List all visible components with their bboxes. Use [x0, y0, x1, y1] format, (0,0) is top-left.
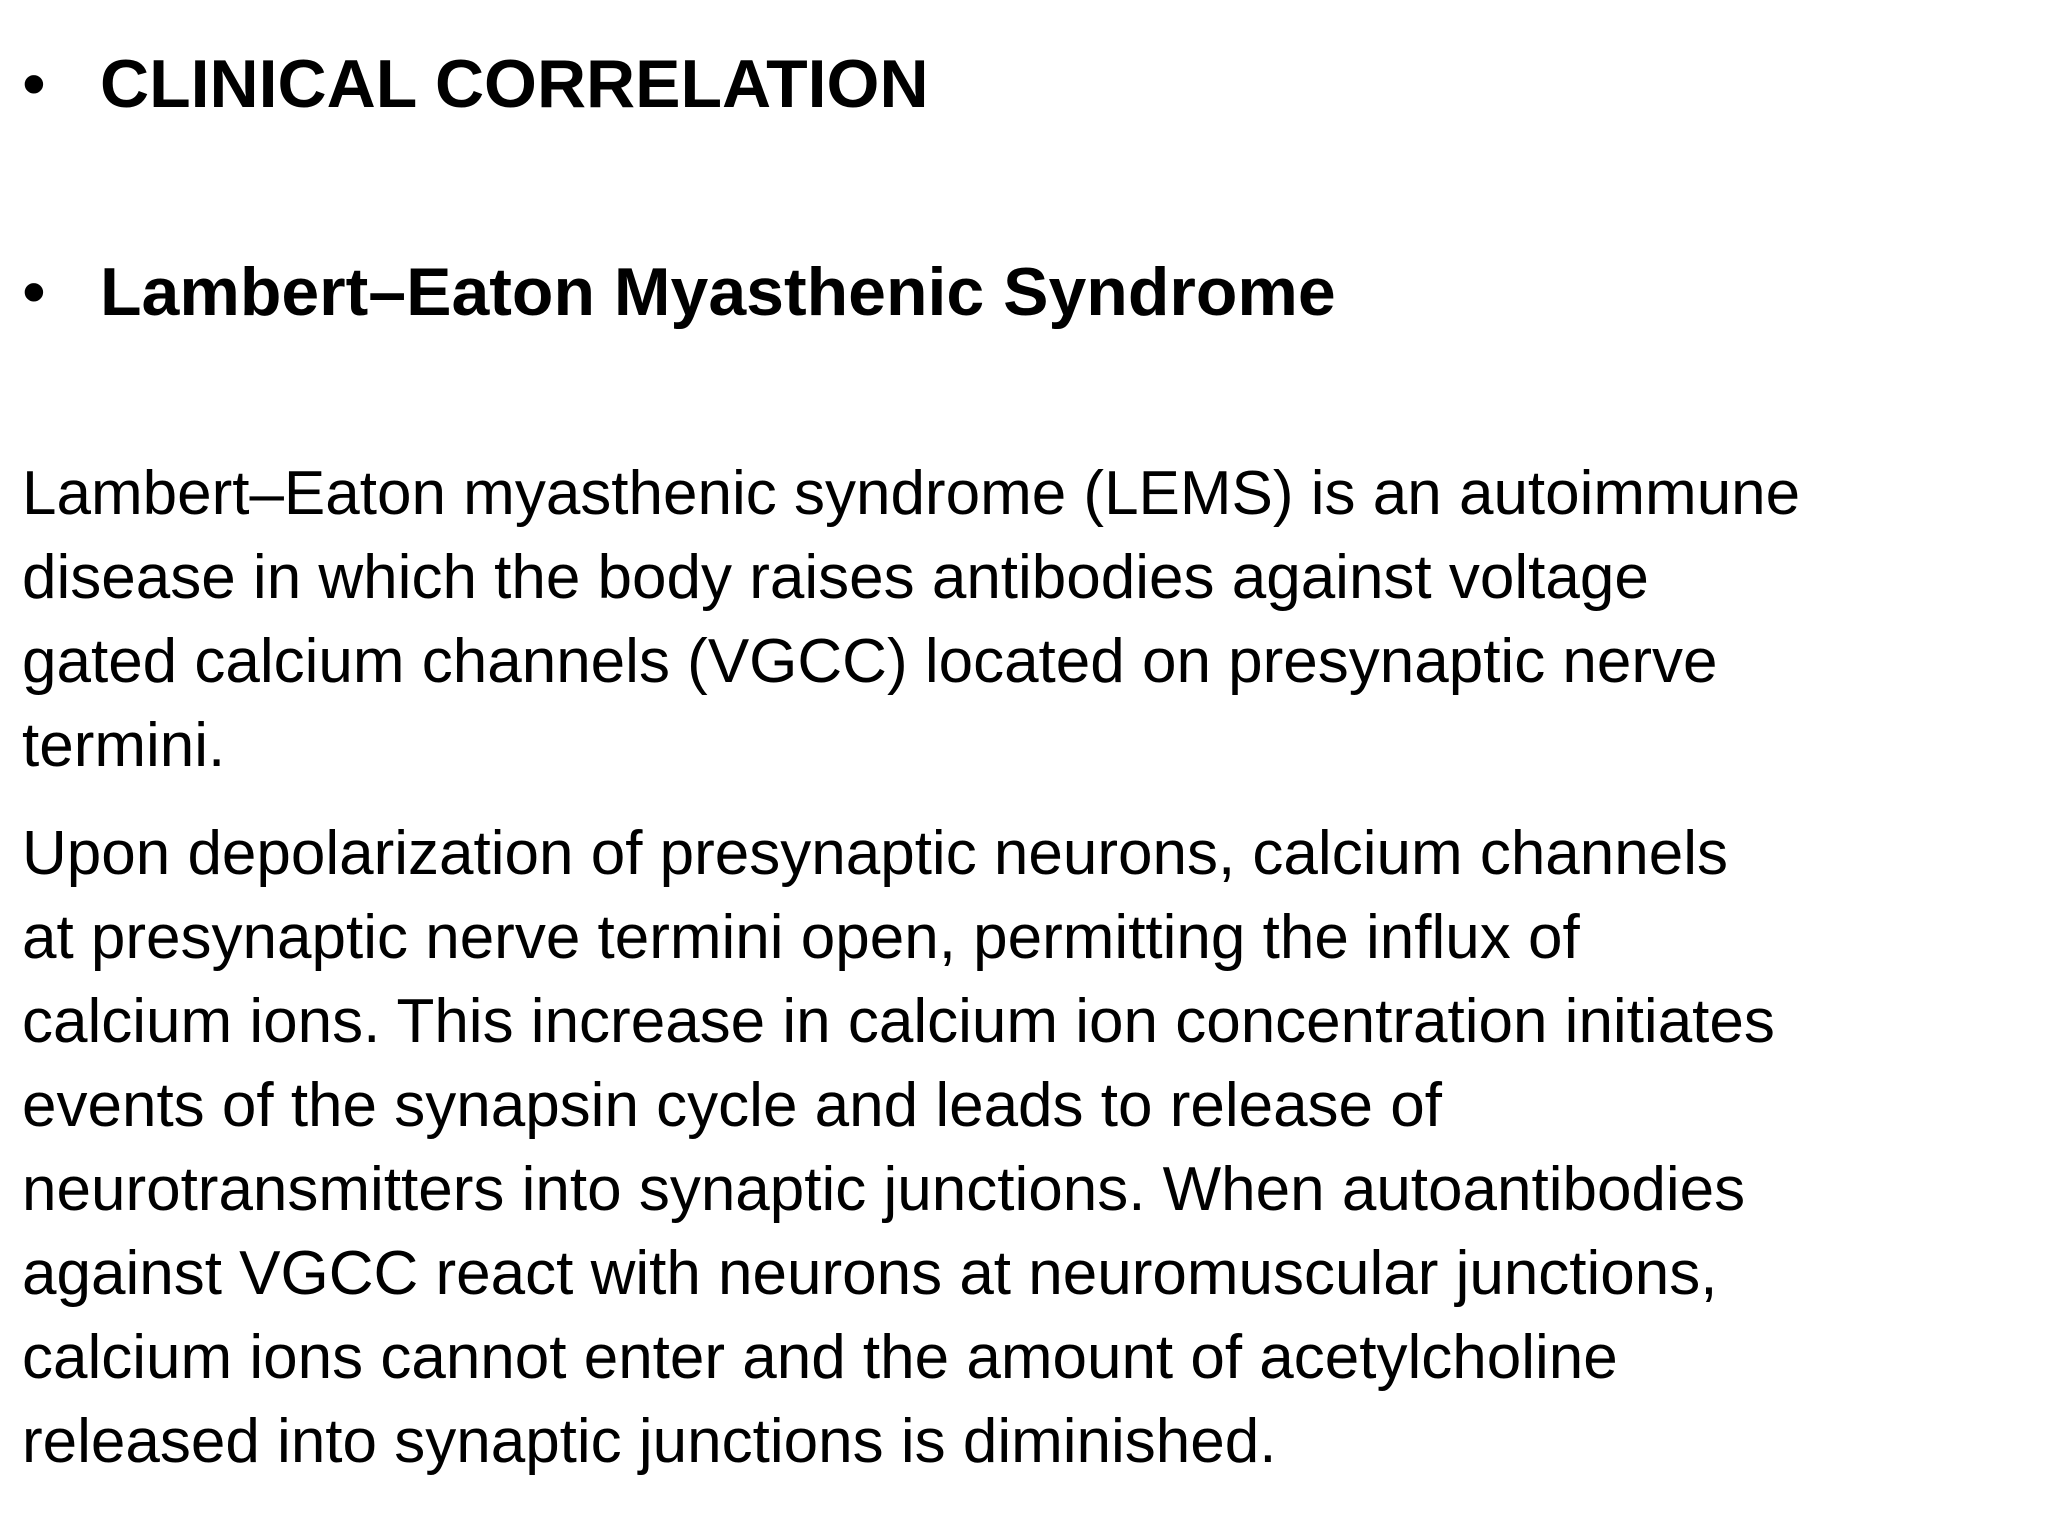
paragraph-mechanism: Upon depolarization of presynaptic neurons, calcium channels at presynaptic nerve termini open, permitting the influx of calcium ions. This increase in calcium ion concentration initiates events of the synapsin cycle and leads to release of neurotransmitters into synaptic junctions. When autoantibodies against VGCC react with neurons at neuromuscular junctions, calcium ions cannot enter and the amount of acetylcholine released into synaptic junctions is diminished.	[22, 819, 1775, 1476]
bullet-lems-title	[22, 254, 1336, 330]
bullet-heading: Lambert–Eaton Myasthenic Syndrome	[100, 254, 1336, 330]
bullet-marker: •	[22, 46, 46, 122]
bullet-heading: CLINICAL CORRELATION	[100, 46, 929, 122]
bullet-clinical-correlation	[22, 46, 929, 122]
bullet-marker: •	[22, 254, 46, 330]
paragraph-definition: Lambert–Eaton myasthenic syndrome (LEMS) is an autoimmune disease in which the body raises antibodies against voltage gated calcium channels (VGCC) located on presynaptic nerve termini.	[22, 459, 1801, 780]
